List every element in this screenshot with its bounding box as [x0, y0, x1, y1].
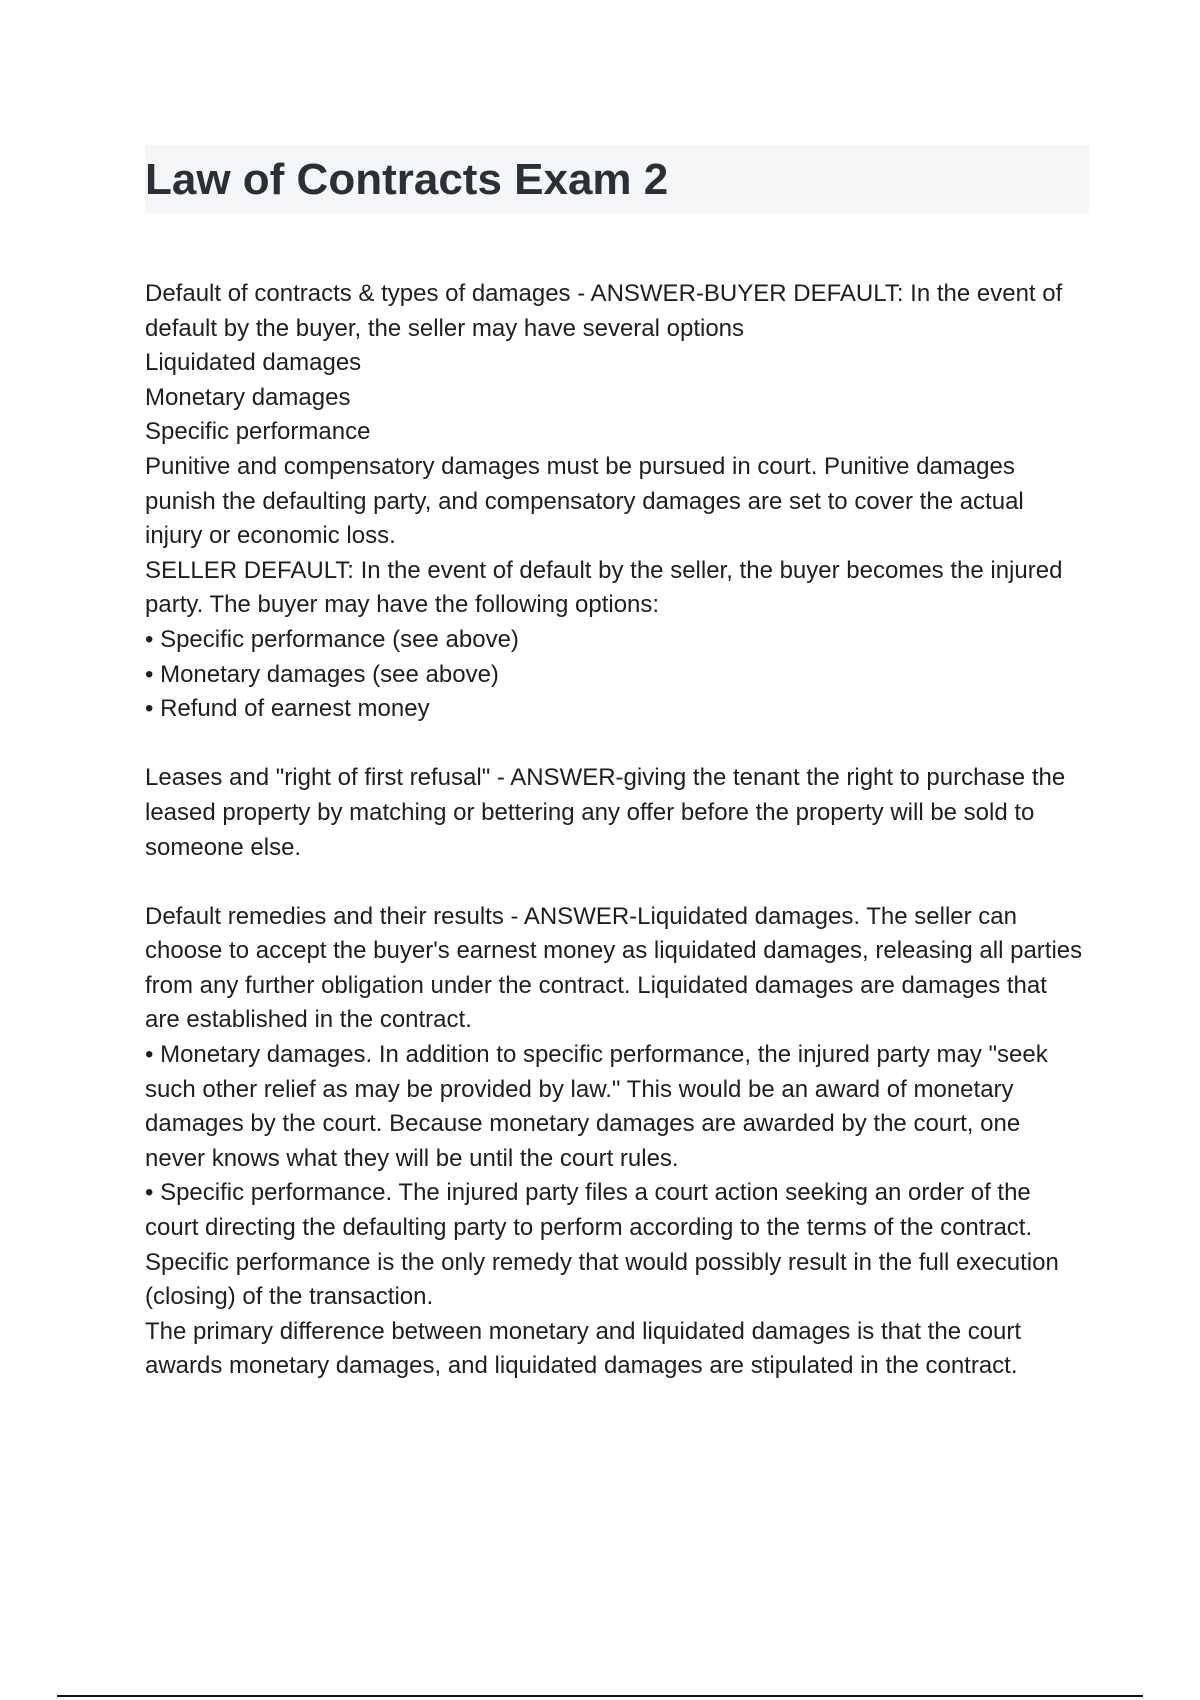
qa-item-default-of-contracts [145, 277, 1085, 727]
qa-bullet: • Refund of earnest money [145, 695, 430, 723]
qa-line: Leases and "right of first refusal" - ANSWER-giving the tenant the right to purchase the leased property by matching or bettering any offer before the property will be sold to someone else. [145, 764, 1066, 861]
qa-bullet: • Monetary damages (see above) [145, 660, 499, 688]
qa-bullet: • Specific performance (see above) [145, 625, 519, 653]
qa-line: Punitive and compensatory damages must be pursued in court. Punitive damages punish the defaulting party, and compensatory damages are set to cover the actual injury or economic loss. [145, 452, 1024, 550]
qa-bullet: • Monetary damages. In addition to specific performance, the injured party may "seek such other relief as may be provided by law." This would be an award of monetary damages by the court. Because monetary damages are awarded by the court, one never knows what they will be until the court rules. [145, 1041, 1048, 1172]
qa-line: SELLER DEFAULT: In the event of default by the seller, the buyer becomes the injured party. The buyer may have the following options: [145, 556, 1063, 619]
footer-divider [57, 1695, 1143, 1697]
document-body [145, 277, 1085, 1419]
qa-item-right-of-first-refusal [145, 761, 1085, 865]
qa-line: Default of contracts & types of damages - ANSWER-BUYER DEFAULT: In the event of default by the buyer, the seller may have several options [145, 280, 1063, 342]
title-banner [145, 145, 1089, 213]
qa-line: Monetary damages [145, 383, 351, 411]
qa-line: Specific performance [145, 418, 371, 446]
qa-line: Default remedies and their results - ANSWER-Liquidated damages. The seller can choose to accept the buyer's earnest money as liquidated damages, releasing all parties from any further obligation under the contract. Liquidated damages are damages that are established in the contract. [145, 902, 1083, 1034]
qa-bullet: • Specific performance. The injured party files a court action seeking an order of the court directing the defaulting party to perform according to the terms of the contract. Specific performance is the only remedy that would possibly result in the full execution (closing) of the transaction. [145, 1179, 1059, 1311]
document-title: Law of Contracts Exam 2 [145, 155, 669, 204]
qa-line: The primary difference between monetary and liquidated damages is that the court awards monetary damages, and liquidated damages are stipulated in the contract. [145, 1317, 1022, 1380]
qa-line: Liquidated damages [145, 349, 362, 377]
qa-item-default-remedies [145, 900, 1085, 1384]
